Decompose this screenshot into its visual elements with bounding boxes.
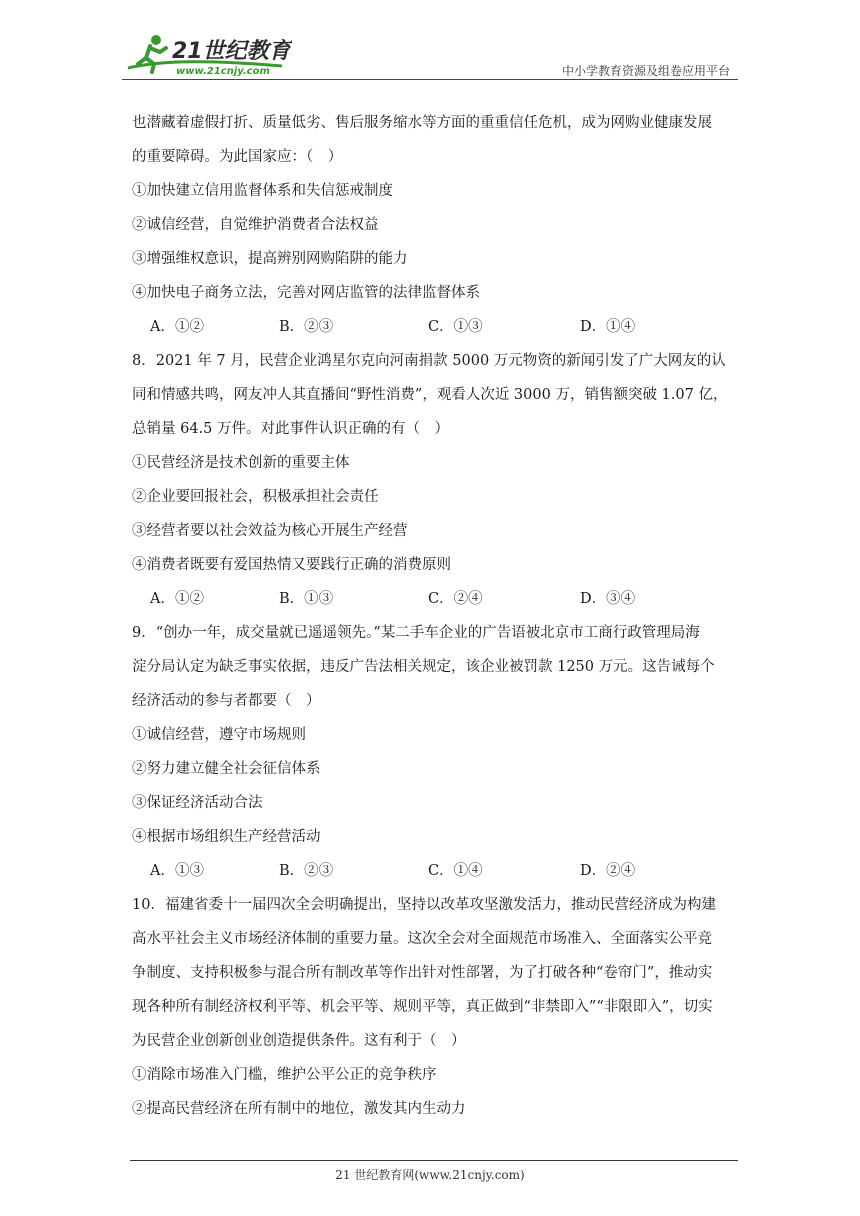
answer-options (132, 582, 738, 616)
question-text-line: 高水平社会主义市场经济体制的重要力量。这次全会对全面规范市场准入、全面落实公平竞 (132, 931, 712, 947)
option-c[interactable]: C．②④ (428, 591, 483, 607)
question-8 (132, 344, 738, 616)
question-text-line: 9．“创办一年，成交量就已遥遥领先。”某二手车企业的广告语被北京市工商行政管理局海 (132, 625, 700, 641)
question-text-line: 淀分局认定为缺乏事实依据，违反广告法相关规定，该企业被罚款 1250 万元。这告诫每个 (132, 659, 715, 675)
question-text-line: 8．2021 年 7 月，民营企业鸿星尔克向河南捐款 5000 万元物资的新闻引发了广大网友的认 (132, 353, 726, 369)
option-d[interactable]: D．②④ (580, 863, 636, 879)
question-text-line: 同和情感共鸣，网友冲人其直播间“野性消费”，观看人次近 3000 万，销售额突破 1.07 亿， (132, 387, 728, 403)
platform-name: 中小学教育资源及组卷应用平台 (561, 64, 730, 78)
statement-2: ②诚信经营，自觉维护消费者合法权益 (132, 217, 379, 233)
option-b[interactable]: B．①③ (279, 591, 334, 607)
question-7 (132, 106, 738, 344)
question-text-line: 10．福建省委十一届四次全会明确提出，坚持以改革攻坚激发活力，推动民营经济成为构建 (132, 897, 716, 913)
logo-21cnjy (122, 30, 292, 80)
answer-options (132, 310, 738, 344)
option-c[interactable]: C．①③ (428, 319, 483, 335)
question-10 (132, 888, 738, 1126)
question-text-line: 也潜藏着虚假打折、质量低劣、售后服务缩水等方面的重重信任危机，成为网购业健康发展 (132, 115, 712, 131)
question-9 (132, 616, 738, 888)
statement-1: ①诚信经营，遵守市场规则 (132, 727, 306, 743)
statement-3: ③增强维权意识，提高辨别网购陷阱的能力 (132, 251, 408, 267)
option-a[interactable]: A．①② (150, 319, 204, 335)
question-text-line: 现各种所有制经济权利平等、机会平等、规则平等，真正做到“非禁即入”“非限即入”，切实 (132, 999, 713, 1015)
statement-2: ②企业要回报社会，积极承担社会责任 (132, 489, 379, 505)
svg-text:www.21cnjy.com: www.21cnjy.com (176, 66, 270, 77)
statement-1: ①加快建立信用监督体系和失信惩戒制度 (132, 183, 393, 199)
option-b[interactable]: B．②③ (279, 319, 334, 335)
question-text-line: 为民营企业创新创业创造提供条件。这有利于（ ） (132, 1033, 466, 1049)
option-a[interactable]: A．①③ (150, 863, 204, 879)
svg-text:21世纪教育: 21世纪教育 (172, 39, 291, 64)
question-text-line: 争制度、支持积极参与混合所有制改革等作出针对性部署，为了打破各种“卷帘门”，推动实 (132, 965, 713, 981)
option-d[interactable]: D．③④ (580, 591, 636, 607)
option-c[interactable]: C．①④ (428, 863, 483, 879)
statement-4: ④消费者既要有爱国热情又要践行正确的消费原则 (132, 557, 451, 573)
statement-2: ②努力建立健全社会征信体系 (132, 761, 321, 777)
statement-1: ①民营经济是技术创新的重要主体 (132, 455, 350, 471)
option-d[interactable]: D．①④ (580, 319, 636, 335)
statement-3: ③经营者要以社会效益为核心开展生产经营 (132, 523, 408, 539)
question-text-line: 总销量 64.5 万件。对此事件认识正确的有（ ） (132, 421, 450, 437)
statement-4: ④根据市场组织生产经营活动 (132, 829, 321, 845)
footer-divider (130, 1160, 738, 1161)
page-footer: 21 世纪教育网(www.21cnjy.com) (335, 1168, 525, 1182)
question-text-line: 经济活动的参与者都要（ ） (132, 693, 321, 709)
option-b[interactable]: B．②③ (279, 863, 334, 879)
header-divider (122, 79, 738, 80)
answer-options (132, 854, 738, 888)
question-text-line: 的重要障碍。为此国家应：（ ） (132, 149, 343, 165)
statement-1: ①消除市场准入门槛，维护公平公正的竞争秩序 (132, 1067, 437, 1083)
page-header (0, 0, 860, 90)
statement-4: ④加快电子商务立法，完善对网店监管的法律监督体系 (132, 285, 480, 301)
option-a[interactable]: A．①② (150, 591, 204, 607)
statement-3: ③保证经济活动合法 (132, 795, 263, 811)
question-content (132, 106, 738, 1126)
statement-2: ②提高民营经济在所有制中的地位，激发其内生动力 (132, 1101, 466, 1117)
